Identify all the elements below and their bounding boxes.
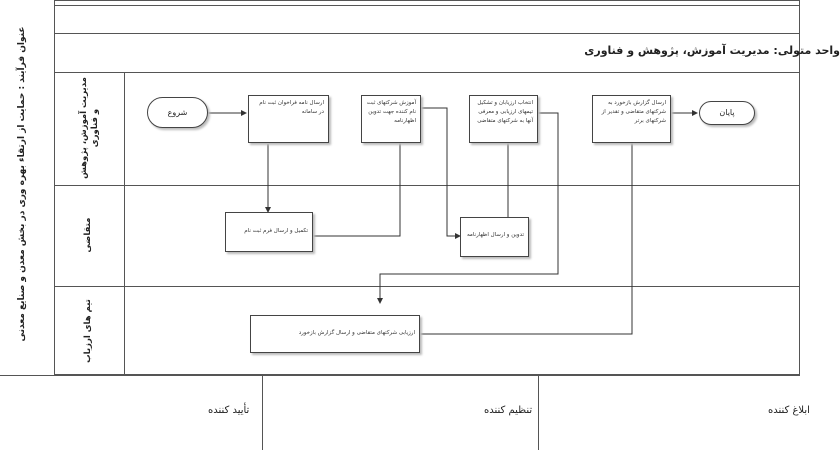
send-report-task[interactable]: ارسال گزارش بازخورد به شرکتهای متقاضی و تقدیر از شرکتهای برتر [592,95,671,143]
prepare-declaration-task[interactable]: تدوین و ارسال اظهارنامه [460,217,529,257]
select-assessors-task[interactable]: انتخاب ارزیابان و تشکیل تیمهای ارزیابی و معرفی آنها به شرکتهای متقاضی [469,95,538,143]
process-title: عنوان فرآیند : حمایت از ارتقاء بهره وری در بخش معدن و صنایع معدنی [17,26,27,342]
lane-label-applicant: متقاضی [83,217,93,253]
notifier-label: ابلاغ کننده [768,405,810,416]
owner-unit-header: واحد متولی: مدیریت آموزش، پژوهش و فناوری [584,44,840,57]
complete-form-task[interactable]: تکمیل و ارسال فرم ثبت نام [225,212,313,252]
train-registrants-task[interactable]: آموزش شرکتهای ثبت نام کننده جهت تدوین اظهارنامه [361,95,421,143]
evaluate-task[interactable]: ارزیابی شرکتهای متقاضی و ارسال گزارش بازخورد [250,315,420,353]
lane-label-management: مدیریت آموزش، پژوهش و فناوری [79,77,100,179]
signature-table [0,375,800,450]
end-node[interactable]: پایان [699,101,755,125]
organizer-label: تنظیم کننده [484,405,533,416]
start-node[interactable]: شروع [147,97,208,128]
lane-label-assessors: تیم های ارزیاب [83,299,93,363]
approver-label: تأیید کننده [208,405,250,416]
send-call-task[interactable]: ارسال نامه فراخوان ثبت نام در سامانه [248,95,329,143]
